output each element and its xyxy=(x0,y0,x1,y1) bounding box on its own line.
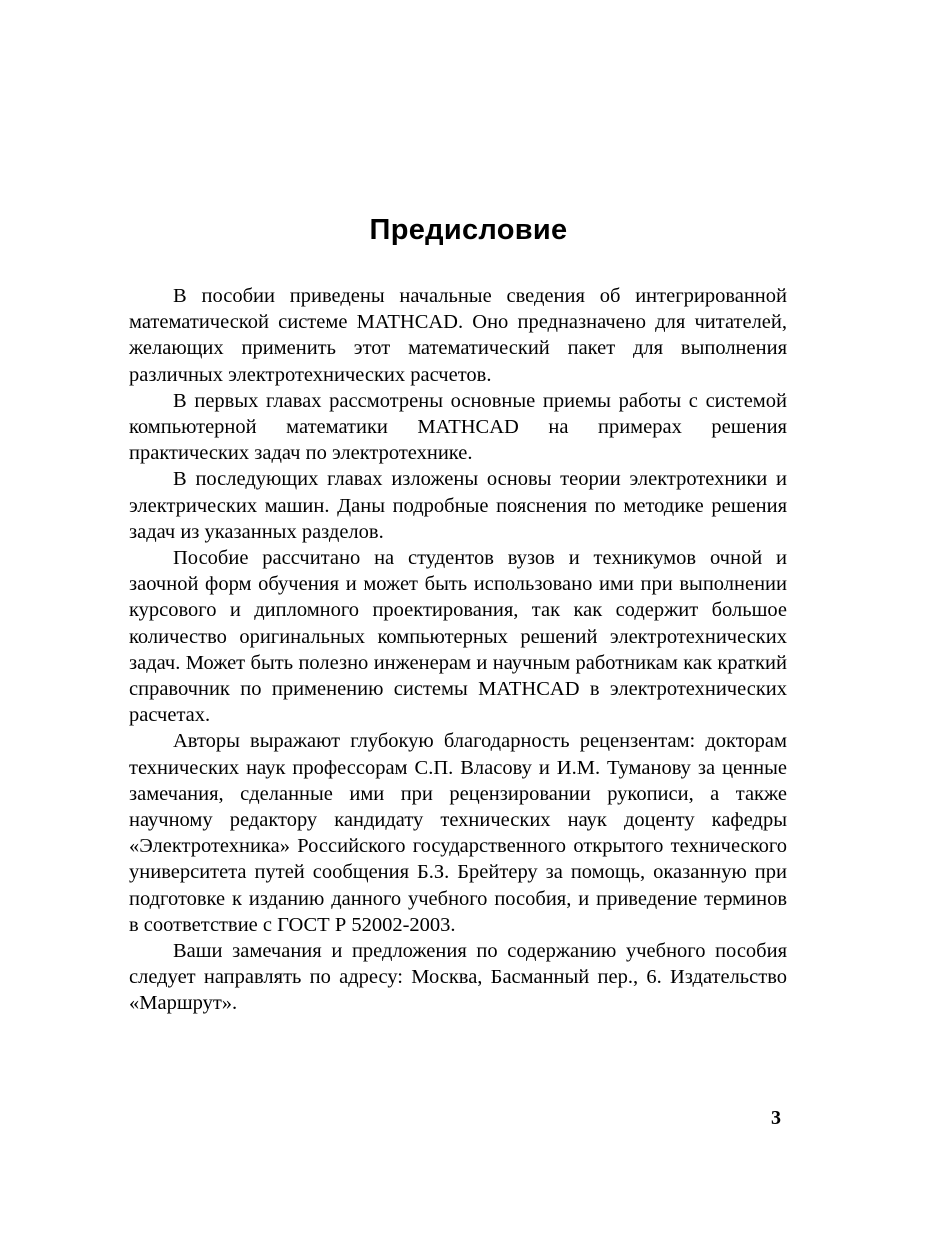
paragraph-intro: В пособии приведены начальные сведения об интегрированной математической системе MATHCAD. Оно предназначено для читателей, желающих применить этот математический пакет для выполнения различных электротехнических расчетов. xyxy=(129,285,787,386)
paragraph-audience: Пособие рассчитано на студентов вузов и техникумов очной и заочной форм обучения и может быть использовано ими при выполнении курсового и дипломного проектирования, так как содержит большое количество оригинальных компьютерных решений электротехнических задач. Может быть полезно инженерам и научным работникам как краткий справочник по применению системы MATHCAD в электротехнических расчетах. xyxy=(129,547,787,727)
preface-body xyxy=(129,283,787,1017)
paragraph-acknowledgements: Авторы выражают глубокую благодарность рецензентам: докторам технических наук профессорам С.П. Власову и И.М. Туманову за ценные замечания, сделанные ими при рецензировании рукописи, а также научному редактору кандидату технических наук доценту кафедры «Электротехника» Российского государственного открытого технического университета путей сообщения Б.З. Брейтеру за помощь, оказанную при подготовке к изданию данного учебного пособия, и приведение терминов в соответствие с ГОСТ Р 52002-2003. xyxy=(129,730,787,936)
paragraph-first-chapters: В первых главах рассмотрены основные приемы работы с системой компьютерной математики MATHCAD на примерах решения практических задач по электротехнике. xyxy=(129,389,787,465)
page-number: 3 xyxy=(771,1107,781,1129)
paragraph-later-chapters: В последующих главах изложены основы теории электротехники и электрических машин. Даны подробные пояснения по методике решения задач из указанных разделов. xyxy=(129,468,787,543)
paragraph-contact: Ваши замечания и предложения по содержанию учебного пособия следует направлять по адресу: Москва, Басманный пер., 6. Издательство «Маршрут». xyxy=(129,940,787,1015)
page-title: Предисловие xyxy=(369,214,568,246)
